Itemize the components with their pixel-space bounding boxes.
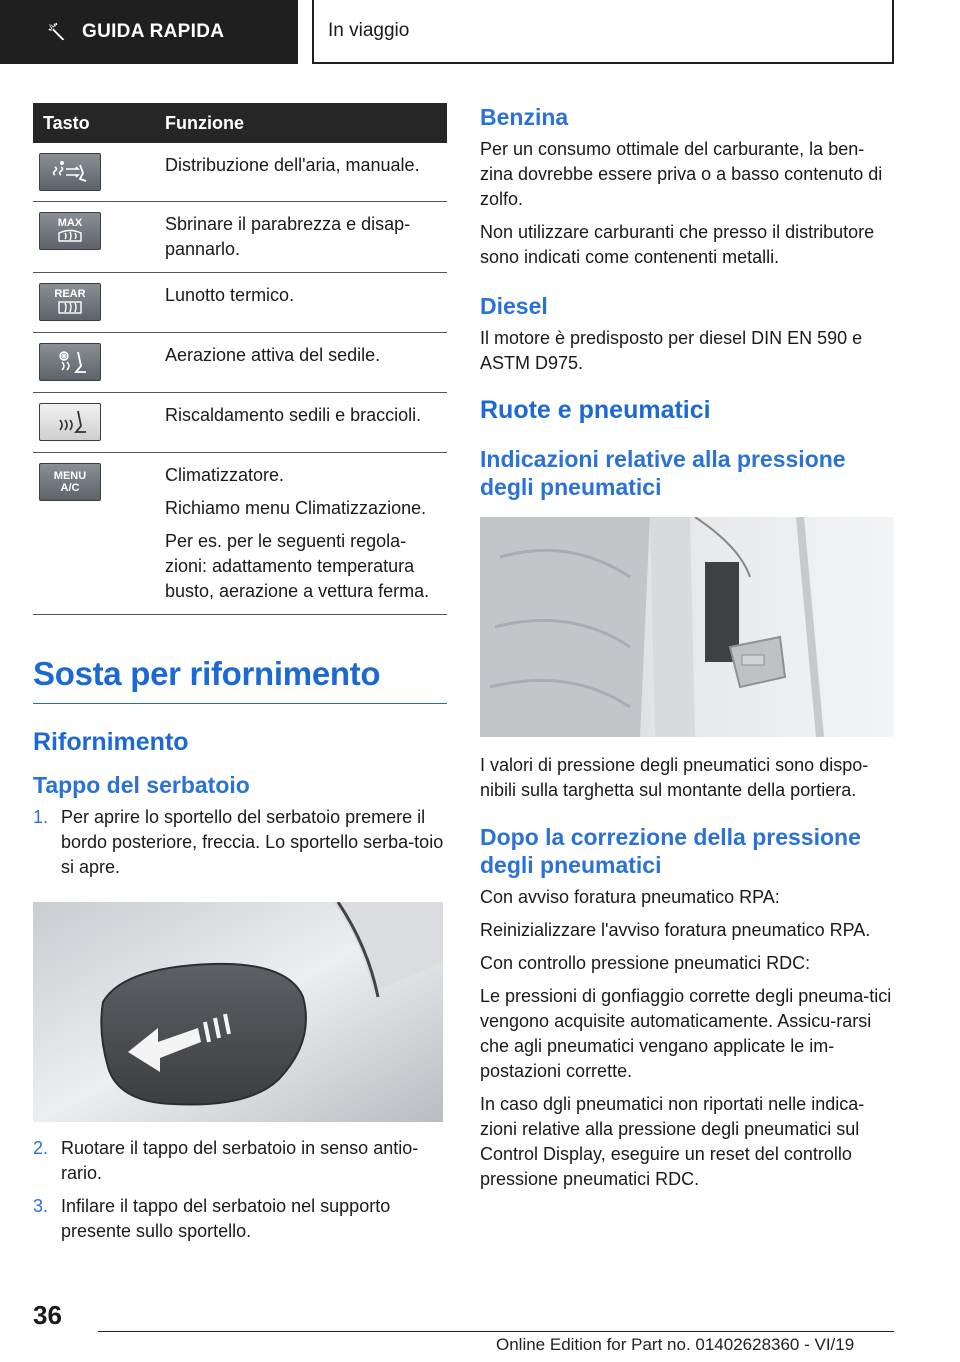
menu-ac-icon: MENU A/C [39, 463, 101, 501]
left-column [33, 103, 447, 1252]
function-cell: Sbrinare il parabrezza e disap-pannarlo. [165, 201, 447, 272]
function-cell: Aerazione attiva del sedile. [165, 332, 447, 392]
list-item: 2. Ruotare il tappo del serbatoio in senso antio-rario. [33, 1137, 419, 1183]
after-paragraph-4: Le pressioni di gonfiaggio corrette degli pneuma-tici vengono acquisite automaticamente. Assicu-rarsi che agli pneumatici vengano applicate le im-postazioni corrette. [480, 986, 892, 1081]
heading-diesel: Diesel [480, 293, 548, 319]
table-row [33, 272, 447, 332]
rear-window-defrost-icon: REAR [39, 283, 101, 321]
tyre-pressure-label-photo [480, 517, 894, 737]
key-cell [33, 332, 165, 392]
table-row [33, 143, 447, 201]
seat-heating-icon [39, 403, 101, 441]
steps-list-a [33, 805, 447, 880]
table-row [33, 452, 447, 614]
chapter-label: In viaggio [328, 20, 410, 41]
table-row [33, 201, 447, 272]
function-cell: Distribuzione dell'aria, manuale. [165, 143, 447, 201]
table-row [33, 392, 447, 452]
edition-text: Online Edition for Part no. 01402628360 - VI/19 [496, 1335, 855, 1354]
subsection-title-tyres: Ruote e pneumatici [480, 396, 711, 424]
fuel-flap-photo [33, 902, 443, 1122]
function-cell: Climatizzatore. Richiamo menu Climatizzazione. Per es. per le seguenti regola-zioni: adattamento temperatura busto, aerazione a vettura ferma. [165, 452, 447, 614]
tyre-pressure-paragraph: I valori di pressione degli pneumatici sono dispo-nibili sulla targhetta sul montante della portiera. [480, 755, 869, 800]
key-cell [33, 452, 165, 614]
list-item: 1. Per aprire lo sportello del serbatoio premere il bordo posteriore, freccia. Lo sportello serba-toio si apre. [33, 806, 444, 877]
seat-ventilation-icon [39, 343, 101, 381]
after-paragraph-1: Con avviso foratura pneumatico RPA: [480, 887, 780, 907]
key-cell [33, 143, 165, 201]
max-defrost-icon: MAX [39, 212, 101, 250]
after-paragraph-2: Reinizializzare l'avviso foratura pneumatico RPA. [480, 920, 871, 940]
after-paragraph-5: In caso dgli pneumatici non riportati nelle indica-zioni relative alla pressione degli pneumatici sul Control Display, eseguire un reset del controllo pressione pneumatici RDC. [480, 1094, 865, 1189]
heading-petrol: Benzina [480, 104, 569, 130]
section-title-refuelling: Sosta per rifornimento [33, 655, 447, 704]
table-header-row [33, 103, 447, 143]
heading-after-correction: Dopo la correzione della pressione degli pneumatici [480, 824, 861, 878]
subsection-title-refuelling: Rifornimento [33, 727, 189, 756]
steps-list-b [33, 1136, 447, 1244]
right-column [480, 103, 896, 1200]
footer-divider [98, 1331, 894, 1332]
after-paragraph-3: Con controllo pressione pneumatici RDC: [480, 953, 811, 973]
key-cell [33, 272, 165, 332]
page-number: 36 [33, 1300, 62, 1330]
function-cell: Riscaldamento sedili e braccioli. [165, 392, 447, 452]
sparkle-icon [46, 21, 68, 43]
heading-fuel-cap: Tappo del serbatoio [33, 771, 250, 798]
quick-guide-label: GUIDA RAPIDA [82, 21, 225, 42]
key-cell [33, 201, 165, 272]
column-header-key: Tasto [33, 103, 165, 143]
heading-tyre-pressure: Indicazioni relative alla pressione degli pneumatici [480, 446, 846, 500]
petrol-paragraph-2: Non utilizzare carburanti che presso il distributore sono indicati come contenenti metalli. [480, 222, 875, 267]
air-distribution-icon [39, 153, 101, 191]
table-row [33, 332, 447, 392]
petrol-paragraph-1: Per un consumo ottimale del carburante, la ben-zina dovrebbe essere priva o a basso contenuto di zolfo. [480, 139, 883, 209]
key-cell [33, 392, 165, 452]
key-function-table [33, 103, 447, 615]
column-header-function: Funzione [165, 103, 447, 143]
diesel-paragraph: Il motore è predisposto per diesel DIN EN 590 e ASTM D975. [480, 328, 863, 373]
chapter-tab[interactable] [312, 0, 894, 64]
list-item: 3. Infilare il tappo del serbatoio nel supporto presente sullo sportello. [33, 1195, 391, 1241]
quick-guide-tab[interactable] [0, 0, 298, 64]
function-cell: Lunotto termico. [165, 272, 447, 332]
